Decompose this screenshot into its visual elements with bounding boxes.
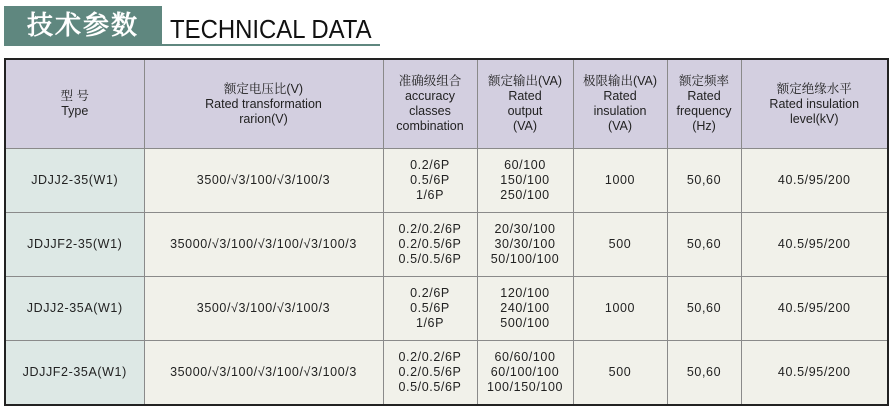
header-line: Rated — [603, 89, 637, 103]
title-en: TECHNICAL DATA — [170, 14, 372, 44]
cell-insulation: 40.5/95/200 — [741, 149, 888, 213]
cell-line: 0.5/6P — [410, 301, 450, 315]
header-line: 准确级组合 — [398, 74, 462, 88]
cell-line: 1/6P — [415, 188, 445, 202]
cell-type: JDJJ2-35A(W1) — [5, 277, 144, 341]
cell-insulation: 40.5/95/200 — [741, 341, 888, 406]
table-row — [5, 213, 888, 277]
cell-freq: 50,60 — [667, 149, 741, 213]
header-line: accuracy — [404, 89, 456, 103]
cell-line: 60/100 — [504, 158, 546, 172]
header-line: output — [507, 104, 543, 118]
header-line: 极限输出(VA) — [582, 74, 658, 88]
cell-type: JDJJ2-35(W1) — [5, 149, 144, 213]
header-type — [5, 59, 144, 149]
cell-insulation: 40.5/95/200 — [741, 277, 888, 341]
cell-line: 0.5/6P — [410, 173, 450, 187]
header-ratio — [144, 59, 383, 149]
technical-data-table — [4, 58, 889, 406]
cell-insulation: 40.5/95/200 — [741, 213, 888, 277]
header-line: frequency — [676, 104, 732, 118]
header-row — [5, 59, 888, 149]
table-row — [5, 277, 888, 341]
cell-line: 150/100 — [500, 173, 550, 187]
header-line: level(kV) — [789, 111, 839, 126]
header-output — [477, 59, 573, 149]
cell-limit: 500 — [573, 341, 667, 406]
header-line: classes — [409, 104, 451, 118]
cell-ratio: 35000/√3/100/√3/100/√3/100/3 — [144, 213, 383, 277]
cell-line: 0.2/6P — [410, 286, 450, 300]
cell-output — [477, 213, 573, 277]
cell-line: 20/30/100 — [494, 222, 556, 236]
header-line: 额定绝缘水平 — [776, 81, 852, 96]
header-line: rarion(V) — [239, 111, 288, 126]
header-line: 额定频率 — [678, 74, 729, 88]
cell-output — [477, 149, 573, 213]
title-underline — [162, 44, 380, 46]
cell-line: 60/60/100 — [494, 350, 556, 364]
cell-accuracy — [383, 149, 477, 213]
cell-type: JDJJF2-35(W1) — [5, 213, 144, 277]
header-line: 额定电压比(V) — [223, 81, 304, 96]
cell-line: 100/150/100 — [486, 380, 564, 394]
cell-limit: 1000 — [573, 277, 667, 341]
cell-line: 0.2/0.2/6P — [398, 222, 462, 236]
cell-ratio: 3500/√3/100/√3/100/3 — [144, 149, 383, 213]
cell-line: 500/100 — [500, 316, 550, 330]
cell-output — [477, 277, 573, 341]
cell-line: 240/100 — [500, 301, 550, 315]
header-line: insulation — [593, 104, 647, 118]
header-line: Rated insulation — [769, 96, 860, 111]
cell-limit: 500 — [573, 213, 667, 277]
table-row — [5, 341, 888, 406]
header-line: (VA) — [607, 119, 633, 133]
cell-freq: 50,60 — [667, 341, 741, 406]
cell-output — [477, 341, 573, 406]
cell-line: 0.2/0.5/6P — [398, 237, 462, 251]
cell-line: 120/100 — [500, 286, 550, 300]
title-cn: 技术参数 — [4, 6, 162, 46]
header-line: Type — [61, 104, 89, 118]
header-line: Rated — [687, 89, 721, 103]
cell-ratio: 3500/√3/100/√3/100/3 — [144, 277, 383, 341]
header-line: combination — [396, 119, 464, 133]
header-insulation — [741, 59, 888, 149]
cell-line: 0.2/0.5/6P — [398, 365, 462, 379]
cell-accuracy — [383, 277, 477, 341]
header-limit — [573, 59, 667, 149]
cell-ratio: 35000/√3/100/√3/100/√3/100/3 — [144, 341, 383, 406]
table-row — [5, 149, 888, 213]
header-line: (Hz) — [692, 119, 716, 133]
cell-freq: 50,60 — [667, 277, 741, 341]
cell-line: 60/100/100 — [490, 365, 560, 379]
cell-type: JDJJF2-35A(W1) — [5, 341, 144, 406]
header-line: Rated — [508, 89, 542, 103]
cell-accuracy — [383, 341, 477, 406]
cell-line: 0.5/0.5/6P — [398, 252, 462, 266]
cell-accuracy — [383, 213, 477, 277]
cell-line: 0.5/0.5/6P — [398, 380, 462, 394]
cell-line: 50/100/100 — [490, 252, 560, 266]
cell-limit: 1000 — [573, 149, 667, 213]
cell-line: 0.2/0.2/6P — [398, 350, 462, 364]
header-line: 额定输出(VA) — [487, 74, 563, 88]
cell-line: 1/6P — [415, 316, 445, 330]
header-line: (VA) — [512, 119, 538, 133]
cell-line: 250/100 — [500, 188, 550, 202]
header-freq — [667, 59, 741, 149]
header-accuracy — [383, 59, 477, 149]
cell-line: 30/30/100 — [494, 237, 556, 251]
header-line: Rated transformation — [205, 96, 322, 111]
cell-line: 0.2/6P — [410, 158, 450, 172]
header-line: 型 号 — [60, 89, 89, 103]
cell-freq: 50,60 — [667, 213, 741, 277]
